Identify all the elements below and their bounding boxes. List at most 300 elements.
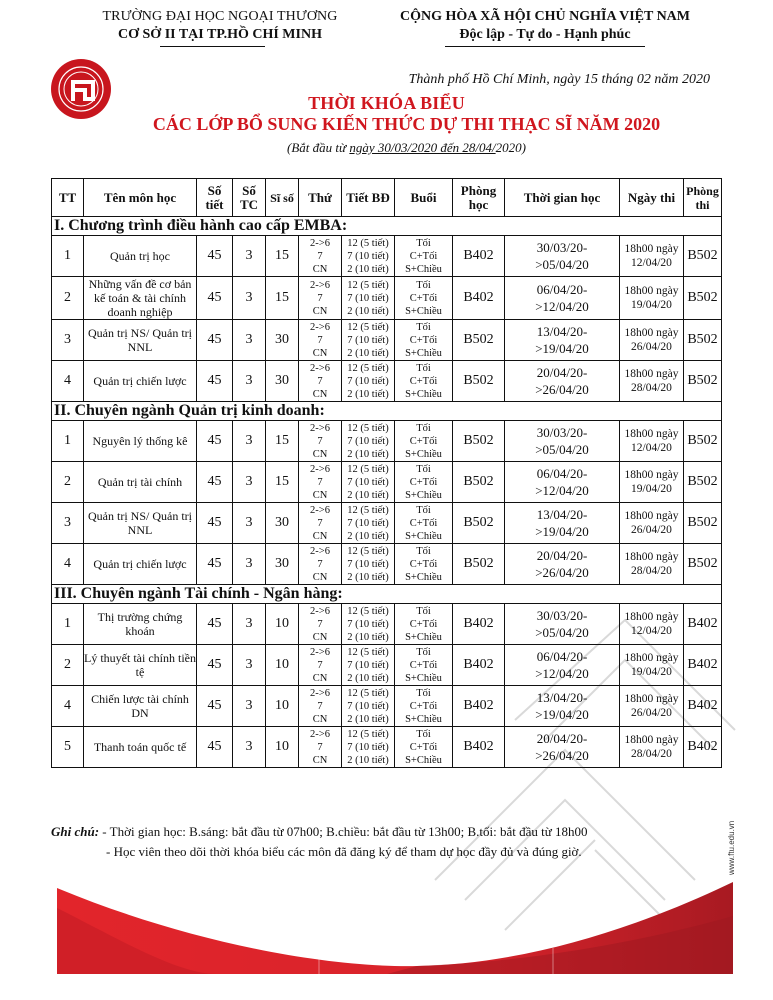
cell-size xyxy=(266,645,299,686)
start-line: 2 (10 tiết) xyxy=(347,347,389,359)
start-line: 12 (5 tiết) xyxy=(347,279,389,291)
cell-exam-room xyxy=(684,727,722,768)
exam-line: 28/04/20 xyxy=(631,382,672,394)
cell-start xyxy=(342,503,395,544)
cell-start xyxy=(342,277,395,320)
note-line-1 xyxy=(51,822,741,842)
date-range-main: ngày 30/03/2020 đến 28/04/ xyxy=(349,140,496,155)
cell-session xyxy=(395,236,453,277)
session-line: S+Chiều xyxy=(405,631,442,643)
tt-value: 2 xyxy=(64,290,71,305)
exam-line: 26/04/20 xyxy=(631,524,672,536)
day-line: 2->6 xyxy=(310,687,330,699)
day-line: CN xyxy=(312,571,328,583)
exam-room-value: B402 xyxy=(687,616,718,631)
periods-value: 45 xyxy=(207,290,222,305)
day-line: 2->6 xyxy=(310,237,330,249)
session-line: C+Tối xyxy=(409,375,438,387)
cell-exam-date xyxy=(620,320,684,361)
cell-periods xyxy=(197,236,233,277)
cell-subject xyxy=(84,421,197,462)
day-line: 2->6 xyxy=(310,728,330,740)
cell-periods xyxy=(197,503,233,544)
school-name: TRƯỜNG ĐẠI HỌC NGOẠI THƯƠNG xyxy=(102,9,338,24)
day-line: 2->6 xyxy=(310,321,330,333)
day-line: 2->6 xyxy=(310,463,330,475)
cell-subject xyxy=(84,236,197,277)
exam-line: 28/04/20 xyxy=(631,748,672,760)
col-tt: TT xyxy=(52,179,84,217)
cell-tt xyxy=(52,503,84,544)
col-exam-date: Ngày thi xyxy=(620,179,684,217)
cell-subject xyxy=(84,686,197,727)
start-line: 7 (10 tiết) xyxy=(347,250,389,262)
day-line: 2->6 xyxy=(310,545,330,557)
session-line: Tối xyxy=(416,728,431,740)
size-value: 10 xyxy=(275,616,289,631)
cell-day xyxy=(299,320,342,361)
cell-credits xyxy=(233,361,266,402)
time-line: 06/04/20- xyxy=(536,649,588,664)
time-line: >05/04/20 xyxy=(535,625,589,640)
cell-subject xyxy=(84,277,197,320)
day-line: CN xyxy=(312,305,328,317)
periods-value: 45 xyxy=(207,515,222,530)
col-credits xyxy=(233,179,266,217)
room-value: B402 xyxy=(463,616,494,631)
cell-start xyxy=(342,544,395,585)
cell-start xyxy=(342,421,395,462)
table-row xyxy=(52,320,722,361)
col-credits-l2: TC xyxy=(239,196,259,212)
credits-value: 3 xyxy=(245,373,253,388)
periods-value: 45 xyxy=(207,248,222,263)
day-line: CN xyxy=(312,388,328,400)
header-rule xyxy=(160,46,265,47)
section-title: I. Chương trình điều hành cao cấp EMBA: xyxy=(52,217,722,236)
room-value: B502 xyxy=(463,433,494,448)
size-value: 15 xyxy=(275,433,289,448)
time-line: >05/04/20 xyxy=(535,257,589,272)
start-line: 2 (10 tiết) xyxy=(347,489,389,501)
notes xyxy=(51,822,741,862)
time-line: >12/04/20 xyxy=(535,483,589,498)
credits-value: 3 xyxy=(245,657,253,672)
exam-room-value: B502 xyxy=(687,290,718,305)
session-line: S+Chiều xyxy=(405,448,442,460)
exam-line: 18h00 ngày xyxy=(624,734,679,746)
day-line: 7 xyxy=(317,558,323,570)
time-line: >19/04/20 xyxy=(535,341,589,356)
cell-start xyxy=(342,727,395,768)
campus-name: CƠ SỞ II TẠI TP.HỒ CHÍ MINH xyxy=(118,27,322,42)
notes-label: Ghi chú: xyxy=(51,824,100,839)
credits-value: 3 xyxy=(245,248,253,263)
col-periods-l1: Số xyxy=(207,182,222,198)
credits-value: 3 xyxy=(245,698,253,713)
cell-tt xyxy=(52,604,84,645)
cell-subject xyxy=(84,544,197,585)
tt-value: 5 xyxy=(64,739,71,754)
start-line: 12 (5 tiết) xyxy=(347,687,389,699)
size-value: 15 xyxy=(275,248,289,263)
col-exam-room xyxy=(684,179,722,217)
session-line: C+Tối xyxy=(409,659,438,671)
section-row xyxy=(52,585,722,604)
session-line: S+Chiều xyxy=(405,672,442,684)
table-row xyxy=(52,421,722,462)
exam-line: 19/04/20 xyxy=(631,299,672,311)
date-range-suffix: 2020) xyxy=(495,140,526,155)
table-row xyxy=(52,503,722,544)
cell-room xyxy=(453,277,505,320)
start-line: 2 (10 tiết) xyxy=(347,448,389,460)
session-line: S+Chiều xyxy=(405,489,442,501)
schedule-table xyxy=(51,178,722,768)
exam-line: 18h00 ngày xyxy=(624,693,679,705)
exam-room-value: B402 xyxy=(687,739,718,754)
session-line: S+Chiều xyxy=(405,347,442,359)
cell-room xyxy=(453,503,505,544)
cell-periods xyxy=(197,727,233,768)
start-line: 12 (5 tiết) xyxy=(347,422,389,434)
start-line: 7 (10 tiết) xyxy=(347,618,389,630)
session-line: C+Tối xyxy=(409,250,438,262)
start-line: 12 (5 tiết) xyxy=(347,237,389,249)
subject-name: Quản trị NS/ Quản trị NNL xyxy=(88,509,192,537)
session-line: C+Tối xyxy=(409,741,438,753)
cell-credits xyxy=(233,421,266,462)
subject-name: Lý thuyết tài chính tiền tệ xyxy=(84,651,196,679)
cell-tt xyxy=(52,361,84,402)
start-line: 12 (5 tiết) xyxy=(347,321,389,333)
session-line: S+Chiều xyxy=(405,713,442,725)
credits-value: 3 xyxy=(245,474,253,489)
start-line: 7 (10 tiết) xyxy=(347,659,389,671)
cell-time xyxy=(505,320,620,361)
table-row xyxy=(52,361,722,402)
cell-tt xyxy=(52,421,84,462)
exam-line: 18h00 ngày xyxy=(624,510,679,522)
motto-rule xyxy=(445,46,645,47)
start-line: 2 (10 tiết) xyxy=(347,672,389,684)
table-row xyxy=(52,236,722,277)
periods-value: 45 xyxy=(207,698,222,713)
nation-header xyxy=(380,8,710,47)
size-value: 30 xyxy=(275,332,289,347)
cell-exam-room xyxy=(684,645,722,686)
session-line: Tối xyxy=(416,362,431,374)
start-line: 2 (10 tiết) xyxy=(347,571,389,583)
day-line: 7 xyxy=(317,517,323,529)
session-line: C+Tối xyxy=(409,476,438,488)
time-line: >26/04/20 xyxy=(535,565,589,580)
time-line: 13/04/20- xyxy=(536,690,588,705)
col-subject: Tên môn học xyxy=(84,179,197,217)
periods-value: 45 xyxy=(207,373,222,388)
tt-value: 1 xyxy=(64,433,71,448)
size-value: 30 xyxy=(275,556,289,571)
session-line: Tối xyxy=(416,279,431,291)
start-line: 7 (10 tiết) xyxy=(347,558,389,570)
size-value: 10 xyxy=(275,739,289,754)
cell-day xyxy=(299,645,342,686)
cell-day xyxy=(299,361,342,402)
cell-room xyxy=(453,236,505,277)
cell-session xyxy=(395,645,453,686)
size-value: 10 xyxy=(275,657,289,672)
cell-tt xyxy=(52,544,84,585)
subject-name: Những vấn đề cơ bản kế toán & tài chính doanh nghiệp xyxy=(88,277,192,319)
cell-exam-room xyxy=(684,544,722,585)
day-line: 7 xyxy=(317,741,323,753)
day-line: CN xyxy=(312,530,328,542)
session-line: C+Tối xyxy=(409,700,438,712)
cell-credits xyxy=(233,503,266,544)
exam-room-value: B502 xyxy=(687,373,718,388)
col-exam-room-l2: thi xyxy=(695,197,710,212)
col-periods-l2: tiết xyxy=(205,196,224,212)
cell-session xyxy=(395,277,453,320)
periods-value: 45 xyxy=(207,616,222,631)
day-line: 2->6 xyxy=(310,279,330,291)
document-title: THỜI KHÓA BIỂU xyxy=(308,93,465,113)
cell-room xyxy=(453,686,505,727)
cell-exam-date xyxy=(620,544,684,585)
time-line: 20/04/20- xyxy=(536,548,588,563)
session-line: Tối xyxy=(416,422,431,434)
start-line: 12 (5 tiết) xyxy=(347,463,389,475)
table-header-row xyxy=(52,179,722,217)
session-line: Tối xyxy=(416,321,431,333)
time-line: >05/04/20 xyxy=(535,442,589,457)
cell-exam-room xyxy=(684,236,722,277)
day-line: CN xyxy=(312,672,328,684)
day-line: CN xyxy=(312,448,328,460)
credits-value: 3 xyxy=(245,515,253,530)
cell-subject xyxy=(84,727,197,768)
session-line: C+Tối xyxy=(409,292,438,304)
exam-room-value: B502 xyxy=(687,332,718,347)
time-line: 13/04/20- xyxy=(536,507,588,522)
session-line: C+Tối xyxy=(409,558,438,570)
start-line: 7 (10 tiết) xyxy=(347,292,389,304)
cell-size xyxy=(266,727,299,768)
table-row xyxy=(52,686,722,727)
day-line: 2->6 xyxy=(310,362,330,374)
cell-exam-room xyxy=(684,421,722,462)
credits-value: 3 xyxy=(245,433,253,448)
col-time: Thời gian học xyxy=(505,179,620,217)
time-line: 30/03/20- xyxy=(536,425,588,440)
exam-room-value: B502 xyxy=(687,515,718,530)
cell-credits xyxy=(233,645,266,686)
date-range-prefix: (Bắt đầu từ xyxy=(287,140,350,155)
start-line: 7 (10 tiết) xyxy=(347,741,389,753)
cell-size xyxy=(266,277,299,320)
note-line-2: - Học viên theo dõi thời khóa biểu các môn đã đăng ký để tham dự học đầy đủ và đúng giờ. xyxy=(106,844,582,859)
cell-periods xyxy=(197,686,233,727)
cell-day xyxy=(299,421,342,462)
cell-exam-date xyxy=(620,462,684,503)
start-line: 2 (10 tiết) xyxy=(347,713,389,725)
time-line: 13/04/20- xyxy=(536,324,588,339)
cell-periods xyxy=(197,462,233,503)
cell-exam-date xyxy=(620,604,684,645)
col-start: Tiết BĐ xyxy=(342,179,395,217)
cell-size xyxy=(266,236,299,277)
periods-value: 45 xyxy=(207,657,222,672)
website-url[interactable]: www.ftu.edu.vn xyxy=(727,820,736,875)
cell-time xyxy=(505,645,620,686)
start-line: 7 (10 tiết) xyxy=(347,700,389,712)
session-line: Tối xyxy=(416,545,431,557)
periods-value: 45 xyxy=(207,556,222,571)
time-line: 06/04/20- xyxy=(536,466,588,481)
exam-line: 18h00 ngày xyxy=(624,551,679,563)
tt-value: 4 xyxy=(64,373,71,388)
cell-session xyxy=(395,320,453,361)
section-title: III. Chuyên ngành Tài chính - Ngân hàng: xyxy=(52,585,722,604)
cell-day xyxy=(299,503,342,544)
cell-day xyxy=(299,604,342,645)
day-line: CN xyxy=(312,263,328,275)
cell-time xyxy=(505,361,620,402)
cell-credits xyxy=(233,236,266,277)
subject-name: Quản trị học xyxy=(110,249,170,263)
cell-exam-room xyxy=(684,277,722,320)
cell-time xyxy=(505,236,620,277)
cell-tt xyxy=(52,277,84,320)
cell-subject xyxy=(84,320,197,361)
subject-name: Quản trị NS/ Quản trị NNL xyxy=(88,326,192,354)
cell-exam-date xyxy=(620,686,684,727)
cell-exam-room xyxy=(684,462,722,503)
cell-day xyxy=(299,544,342,585)
document-subtitle: CÁC LỚP BỔ SUNG KIẾN THỨC DỰ THI THẠC SĨ NĂM 2020 xyxy=(152,114,661,134)
cell-credits xyxy=(233,727,266,768)
time-line: >12/04/20 xyxy=(535,666,589,681)
session-line: S+Chiều xyxy=(405,388,442,400)
credits-value: 3 xyxy=(245,556,253,571)
tt-value: 1 xyxy=(64,248,71,263)
cell-tt xyxy=(52,686,84,727)
cell-time xyxy=(505,727,620,768)
time-line: >19/04/20 xyxy=(535,524,589,539)
cell-day xyxy=(299,686,342,727)
session-line: Tối xyxy=(416,463,431,475)
day-line: 7 xyxy=(317,375,323,387)
cell-credits xyxy=(233,462,266,503)
day-line: CN xyxy=(312,713,328,725)
day-line: CN xyxy=(312,489,328,501)
session-line: C+Tối xyxy=(409,517,438,529)
cell-size xyxy=(266,686,299,727)
size-value: 30 xyxy=(275,373,289,388)
start-line: 12 (5 tiết) xyxy=(347,646,389,658)
start-line: 12 (5 tiết) xyxy=(347,504,389,516)
day-line: 2->6 xyxy=(310,504,330,516)
cell-subject xyxy=(84,604,197,645)
cell-subject xyxy=(84,645,197,686)
time-line: 30/03/20- xyxy=(536,240,588,255)
session-line: C+Tối xyxy=(409,618,438,630)
time-line: 30/03/20- xyxy=(536,608,588,623)
cell-day xyxy=(299,277,342,320)
cell-size xyxy=(266,604,299,645)
cell-session xyxy=(395,604,453,645)
cell-session xyxy=(395,727,453,768)
subject-name: Thanh toán quốc tế xyxy=(93,740,187,754)
col-room xyxy=(453,179,505,217)
section-row xyxy=(52,217,722,236)
cell-room xyxy=(453,727,505,768)
day-line: CN xyxy=(312,754,328,766)
exam-line: 18h00 ngày xyxy=(624,368,679,380)
cell-day xyxy=(299,462,342,503)
col-exam-room-l1: Phòng xyxy=(686,183,719,198)
room-value: B402 xyxy=(463,698,494,713)
cell-day xyxy=(299,727,342,768)
exam-line: 18h00 ngày xyxy=(624,285,679,297)
date-range xyxy=(0,140,773,156)
cell-day xyxy=(299,236,342,277)
exam-room-value: B402 xyxy=(687,657,718,672)
nation-motto: Độc lập - Tự do - Hạnh phúc xyxy=(459,27,631,42)
section-row xyxy=(52,402,722,421)
start-line: 2 (10 tiết) xyxy=(347,388,389,400)
cell-credits xyxy=(233,277,266,320)
time-line: >26/04/20 xyxy=(535,382,589,397)
periods-value: 45 xyxy=(207,474,222,489)
size-value: 10 xyxy=(275,698,289,713)
cell-subject xyxy=(84,503,197,544)
size-value: 15 xyxy=(275,290,289,305)
time-line: 20/04/20- xyxy=(536,365,588,380)
room-value: B502 xyxy=(463,474,494,489)
exam-line: 12/04/20 xyxy=(631,442,672,454)
cell-exam-date xyxy=(620,361,684,402)
start-line: 12 (5 tiết) xyxy=(347,362,389,374)
cell-size xyxy=(266,503,299,544)
cell-tt xyxy=(52,320,84,361)
exam-line: 26/04/20 xyxy=(631,341,672,353)
session-line: C+Tối xyxy=(409,334,438,346)
credits-value: 3 xyxy=(245,332,253,347)
start-line: 7 (10 tiết) xyxy=(347,435,389,447)
periods-value: 45 xyxy=(207,433,222,448)
day-line: 7 xyxy=(317,618,323,630)
tt-value: 3 xyxy=(64,332,71,347)
cell-periods xyxy=(197,277,233,320)
cell-room xyxy=(453,544,505,585)
start-line: 7 (10 tiết) xyxy=(347,476,389,488)
periods-value: 45 xyxy=(207,332,222,347)
tt-value: 1 xyxy=(64,616,71,631)
size-value: 30 xyxy=(275,515,289,530)
room-value: B402 xyxy=(463,290,494,305)
cell-room xyxy=(453,645,505,686)
cell-periods xyxy=(197,320,233,361)
time-line: >12/04/20 xyxy=(535,299,589,314)
day-line: CN xyxy=(312,347,328,359)
table-row xyxy=(52,727,722,768)
exam-room-value: B502 xyxy=(687,433,718,448)
exam-line: 12/04/20 xyxy=(631,257,672,269)
subject-name: Thị trường chứng khoán xyxy=(97,610,183,638)
section-title: II. Chuyên ngành Quản trị kinh doanh: xyxy=(52,402,722,421)
cell-tt xyxy=(52,236,84,277)
